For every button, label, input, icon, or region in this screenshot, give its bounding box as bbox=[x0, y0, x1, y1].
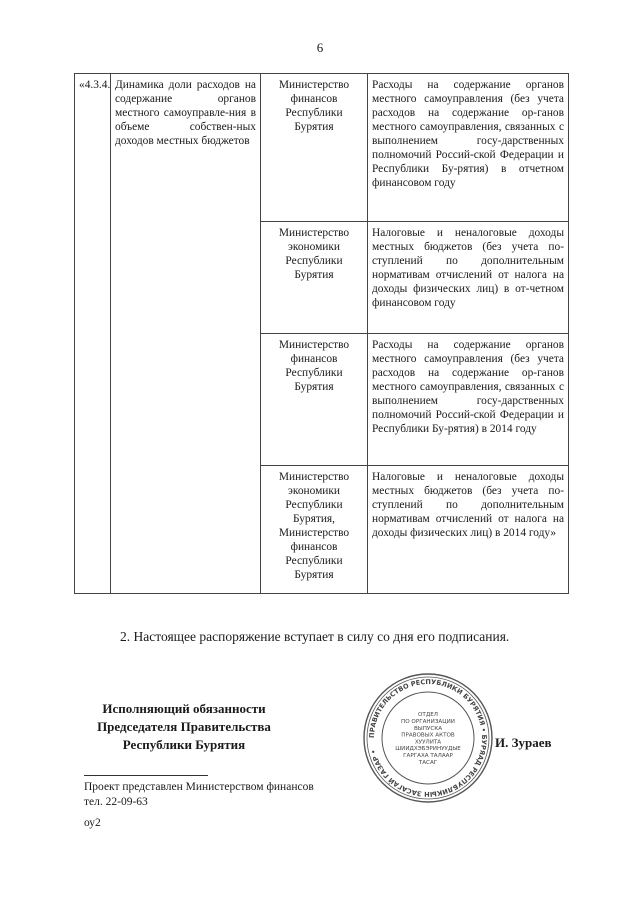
desc-cell bbox=[368, 74, 569, 222]
desc-cell bbox=[368, 334, 569, 466]
signer-line: Республики Бурятия bbox=[122, 737, 246, 752]
official-seal bbox=[362, 672, 494, 804]
indicator-table bbox=[74, 73, 569, 594]
desc-text: Расходы на содержание органов местного самоуправления (без учета расходов на содержание ор-ганов местного самоуправления, связанных с выполнением госу-дарственных полномочий Россий-ской Федерации и Республики Бу-рятия) в отчетном финансовом году bbox=[372, 79, 564, 189]
org-cell bbox=[261, 222, 368, 334]
svg-text:ПРАВИТЕЛЬСТВО РЕСПУБЛИКИ БУРЯТ: ПРАВИТЕЛЬСТВО РЕСПУБЛИКИ БУРЯТИЯ • БУРЯАД РЕСПУБЛИКЫН ЗАСАГАЙ ГАЗАР • bbox=[367, 677, 489, 799]
clause-text: 2. Настоящее распоряжение вступает в силу со дня его подписания. bbox=[120, 629, 510, 644]
seal-text: ПРАВОВЫХ АКТОВ bbox=[401, 732, 455, 739]
signer-title bbox=[84, 700, 284, 754]
org-cell bbox=[261, 74, 368, 222]
seal-text: ХУУЛИТА bbox=[414, 739, 442, 746]
signer-line: Председателя Правительства bbox=[97, 719, 271, 734]
indicator-name: Динамика доли расходов на содержание органов местного самоуправле-ния в объеме собствен-ных доходов местных бюджетов bbox=[115, 79, 256, 147]
seal-text: ОТДЕЛ bbox=[418, 712, 438, 719]
indicator-name-cell bbox=[111, 74, 261, 594]
seal-text: ТАСАГ bbox=[418, 759, 438, 766]
document-code: оу2 bbox=[84, 817, 101, 829]
seal-text: ПО ОРГАНИЗАЦИИ bbox=[401, 719, 455, 725]
org-cell bbox=[261, 334, 368, 466]
seal-text: ШИИДХЭБЭРИНУУДЫЕ bbox=[395, 746, 461, 753]
row-number-cell bbox=[75, 74, 111, 594]
table-row bbox=[75, 74, 569, 222]
row-number: «4.3.4. bbox=[79, 79, 111, 91]
org-name: Министерство экономики Республики Бурятия, Министерство финансов Республики Бурятия bbox=[278, 471, 350, 581]
org-name: Министерство финансов Республики Бурятия bbox=[278, 339, 350, 393]
footnote-line: Проект представлен Министерством финансов bbox=[84, 781, 314, 793]
seal-text: ГАРГАХА ТАЛААР bbox=[403, 753, 453, 759]
page-number: 6 bbox=[316, 40, 324, 55]
desc-cell bbox=[368, 222, 569, 334]
footnote-line: тел. 22-09-63 bbox=[84, 796, 148, 808]
org-name: Министерство экономики Республики Бурятия bbox=[278, 227, 350, 281]
desc-text: Налоговые и неналоговые доходы местных бюджетов (без учета по-ступлений по дополнительным нормативам отчислений от налога на доходы физических лиц) в 2014 году» bbox=[372, 471, 564, 539]
desc-cell bbox=[368, 466, 569, 594]
footnote-divider bbox=[84, 775, 208, 776]
signer-name: И. Зураев bbox=[495, 735, 552, 750]
org-cell bbox=[261, 466, 368, 594]
footnote bbox=[84, 780, 314, 810]
org-name: Министерство финансов Республики Бурятия bbox=[278, 79, 350, 133]
signer-line: Исполняющий обязанности bbox=[102, 701, 266, 716]
desc-text: Налоговые и неналоговые доходы местных бюджетов (без учета по-ступлений по дополнительным нормативам отчислений от налога на доходы физических лиц) в от-четном финансовом году bbox=[372, 227, 564, 309]
seal-text: ВЫПУСКА bbox=[413, 725, 443, 732]
desc-text: Расходы на содержание органов местного самоуправления (без учета расходов на содержание ор-ганов местного самоуправления, связанных с выполнением госу-дарственных полномочий Россий-ской Федерации и Республики Бу-рятия) в 2014 году bbox=[372, 339, 564, 435]
